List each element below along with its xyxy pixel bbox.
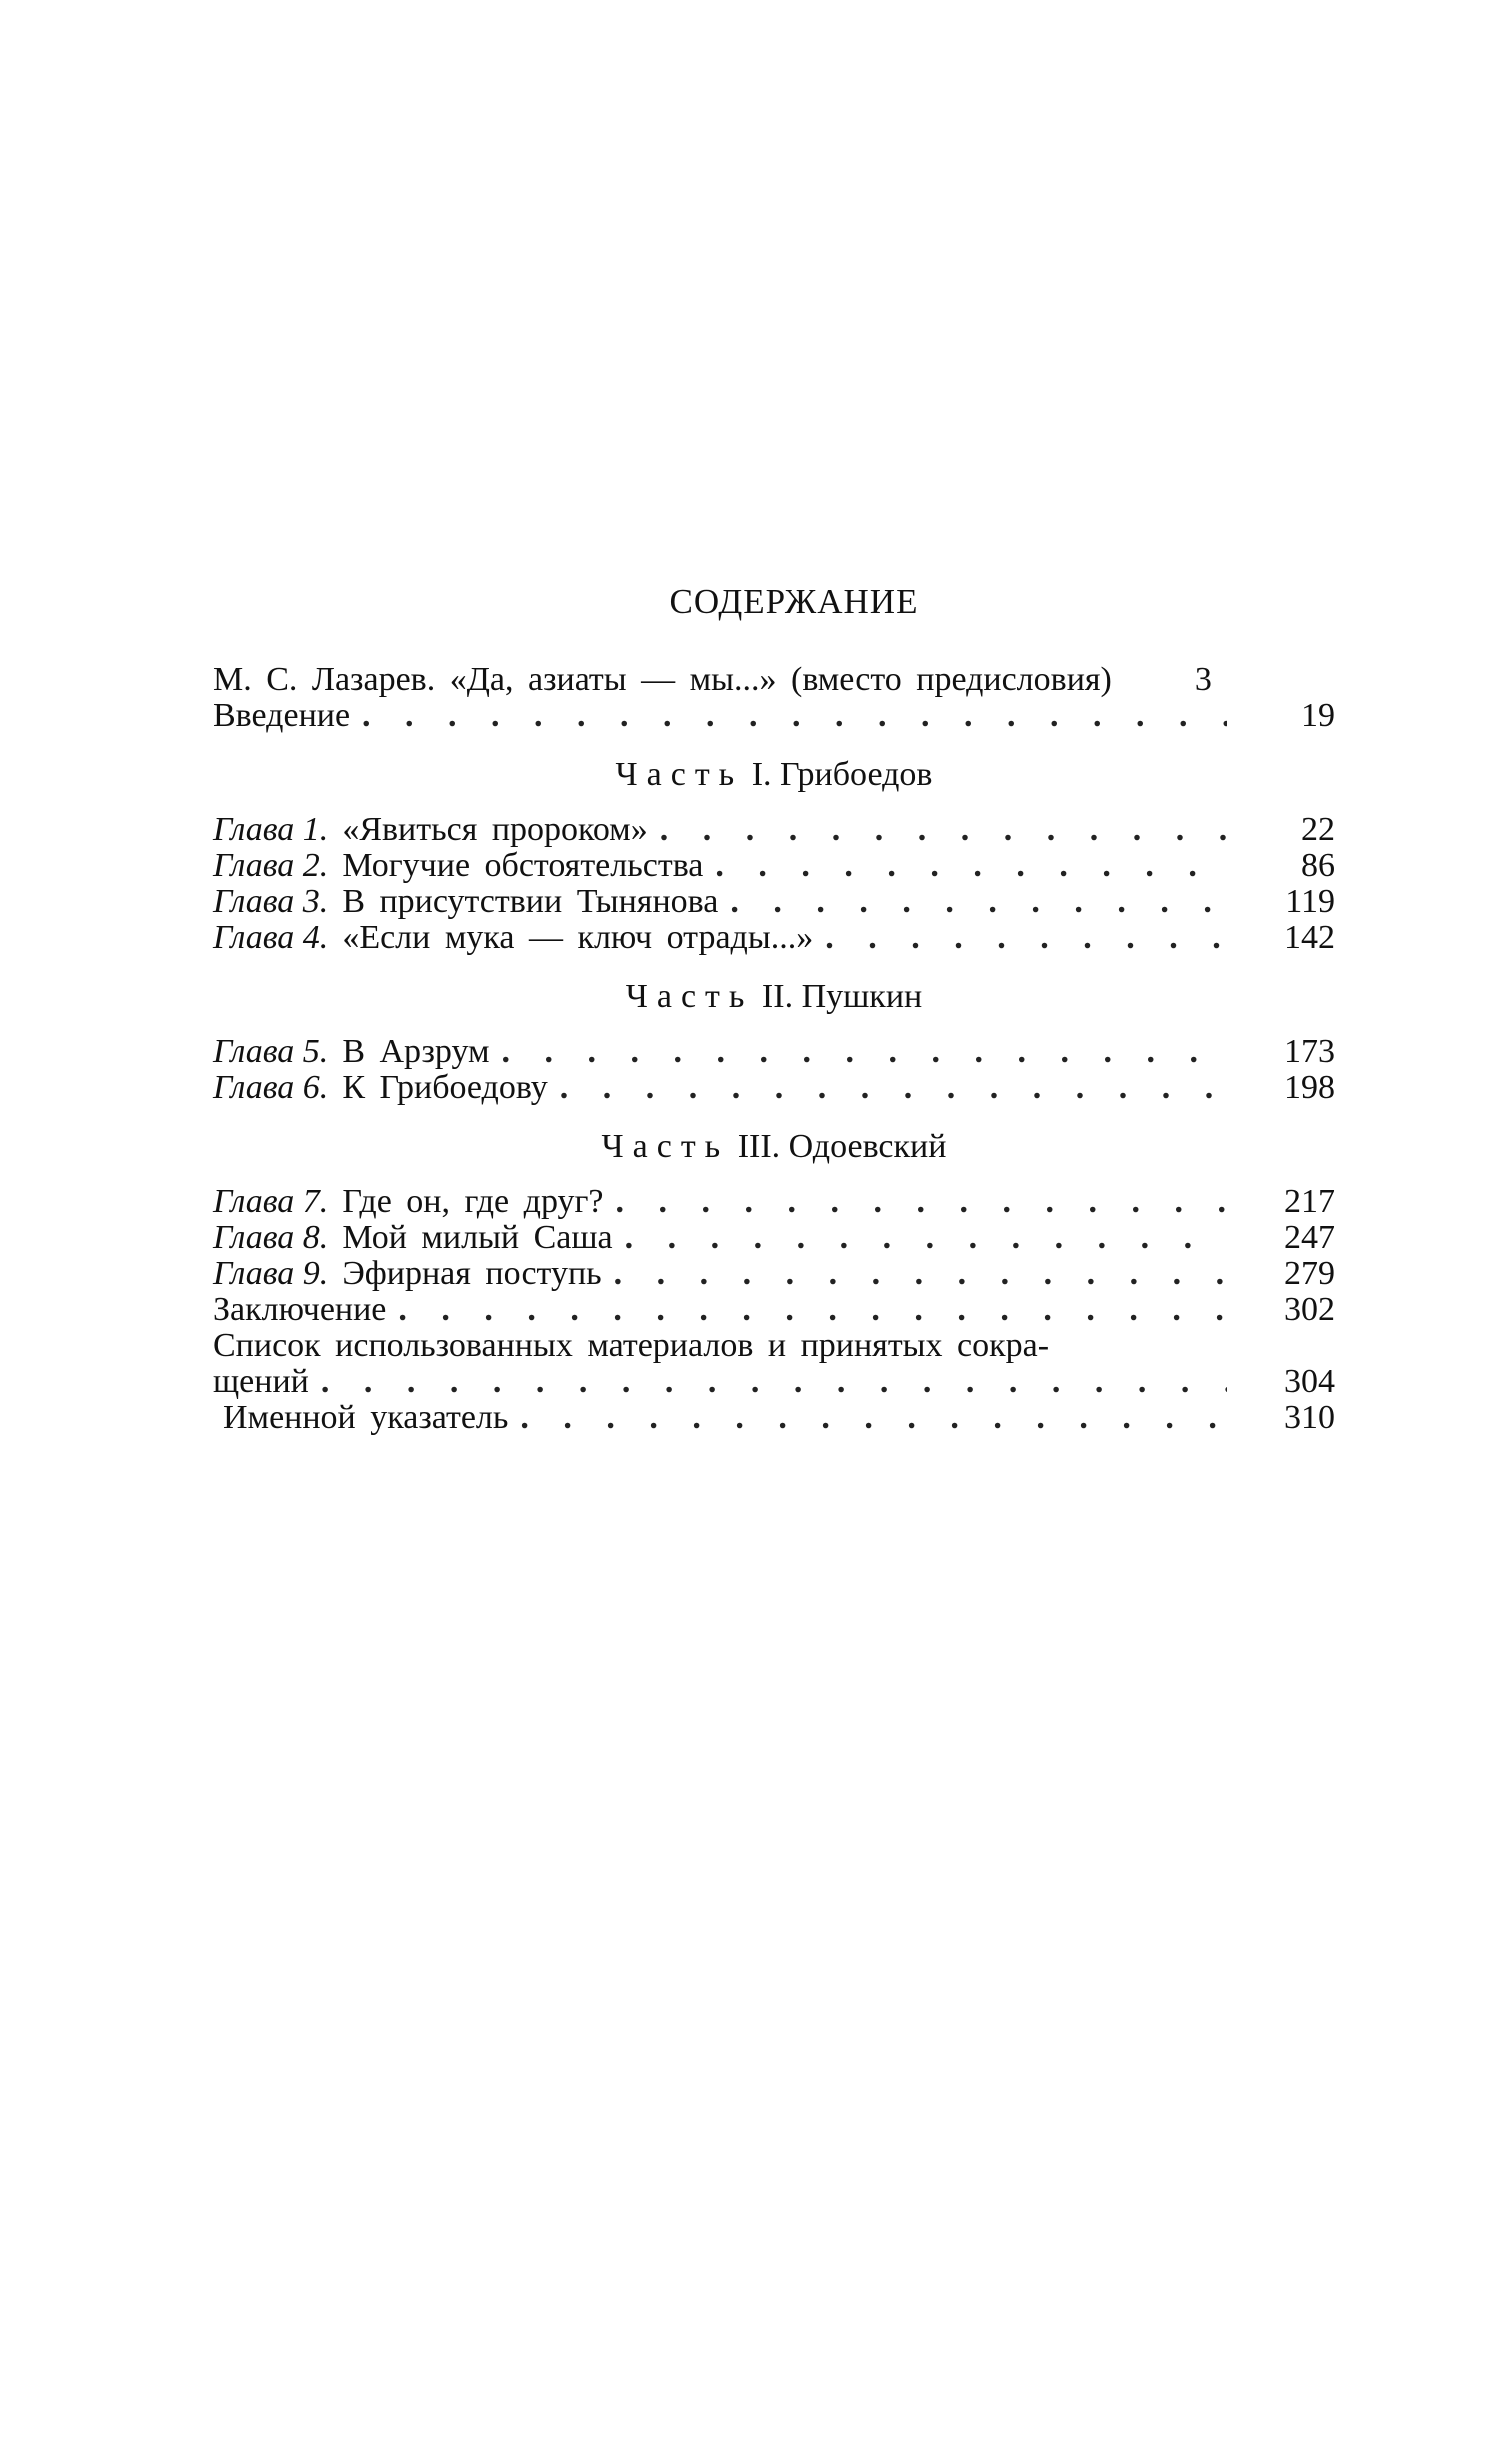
dot-leader — [398, 1292, 1227, 1328]
dot-leader — [321, 1364, 1227, 1400]
toc-entry-chapter-7[interactable] — [213, 1184, 1335, 1220]
entry-page: 22 — [1301, 811, 1335, 848]
entry-title: Где он, где друг? — [342, 1183, 604, 1220]
chapter-label: Глава 4. — [213, 919, 329, 956]
chapter-label: Глава 7. — [213, 1183, 329, 1220]
dot-leader — [625, 1220, 1227, 1256]
chapter-label: Глава 9. — [213, 1255, 329, 1292]
toc-entry-introduction[interactable] — [213, 698, 1335, 734]
toc-entry-sources-line2[interactable] — [213, 1364, 1335, 1400]
toc-entry-chapter-1[interactable] — [213, 812, 1335, 848]
table-of-contents — [213, 582, 1335, 1436]
entry-title: Заключение — [213, 1291, 387, 1328]
dot-leader — [520, 1400, 1227, 1436]
entry-page: 279 — [1284, 1255, 1335, 1292]
part-heading-1 — [213, 756, 1335, 794]
chapter-label: Глава 5. — [213, 1033, 329, 1070]
entry-page: 86 — [1301, 847, 1335, 884]
entry-page: 302 — [1284, 1291, 1335, 1328]
dot-leader — [560, 1070, 1227, 1106]
part-prefix: Часть — [615, 756, 744, 793]
toc-entry-chapter-5[interactable] — [213, 1034, 1335, 1070]
entry-page: 310 — [1284, 1399, 1335, 1436]
entry-title: «Явиться пророком» — [342, 811, 648, 848]
part-title: III. Одоевский — [737, 1128, 947, 1165]
entry-title-line1: Список использованных материалов и принятых сокра- — [213, 1327, 1050, 1364]
toc-title: СОДЕРЖАНИЕ — [669, 582, 919, 621]
entry-page: 173 — [1284, 1033, 1335, 1070]
part-title: II. Пушкин — [761, 978, 923, 1015]
entry-page: 3 — [1194, 661, 1212, 698]
toc-entry-chapter-3[interactable] — [213, 884, 1335, 920]
entry-title-line2: щений — [213, 1363, 309, 1400]
toc-entry-chapter-6[interactable] — [213, 1070, 1335, 1106]
entry-title: М. С. Лазарев. «Да, азиаты — мы...» (вместо предисловия) — [213, 661, 1112, 698]
chapter-label: Глава 8. — [213, 1219, 329, 1256]
toc-entry-chapter-9[interactable] — [213, 1256, 1335, 1292]
entry-page: 304 — [1284, 1363, 1335, 1400]
toc-entry-conclusion[interactable] — [213, 1292, 1335, 1328]
toc-entry-chapter-8[interactable] — [213, 1220, 1335, 1256]
part-prefix: Часть — [625, 978, 754, 1015]
part-prefix: Часть — [601, 1128, 730, 1165]
toc-entry-sources-line1[interactable] — [213, 1328, 1335, 1364]
entry-page: 142 — [1284, 919, 1335, 956]
entry-page: 198 — [1284, 1069, 1335, 1106]
entry-title: «Если мука — ключ отрады...» — [342, 919, 814, 956]
dot-leader — [660, 812, 1227, 848]
toc-entry-chapter-4[interactable] — [213, 920, 1335, 956]
chapter-label: Глава 2. — [213, 847, 329, 884]
entry-title: Мой милый Саша — [342, 1219, 613, 1256]
dot-leader — [715, 848, 1227, 884]
dot-leader — [362, 698, 1227, 734]
dot-leader — [825, 920, 1227, 956]
dot-leader — [502, 1034, 1227, 1070]
part-title: I. Грибоедов — [751, 756, 933, 793]
toc-entry-preface[interactable] — [213, 662, 1335, 698]
toc-entry-name-index[interactable] — [213, 1400, 1335, 1436]
chapter-label: Глава 6. — [213, 1069, 329, 1106]
part-heading-2 — [213, 978, 1335, 1016]
entry-page: 217 — [1284, 1183, 1335, 1220]
toc-entry-chapter-2[interactable] — [213, 848, 1335, 884]
chapter-label: Глава 3. — [213, 883, 329, 920]
entry-title: Именной указатель — [223, 1399, 509, 1436]
part-heading-3 — [213, 1128, 1335, 1166]
entry-page: 19 — [1301, 697, 1335, 734]
dot-leader — [730, 884, 1227, 920]
entry-title: В присутствии Тынянова — [342, 883, 719, 920]
chapter-label: Глава 1. — [213, 811, 329, 848]
entry-title: К Грибоедову — [342, 1069, 548, 1106]
entry-page: 247 — [1284, 1219, 1335, 1256]
dot-leader — [616, 1184, 1227, 1220]
dot-leader — [614, 1256, 1227, 1292]
entry-title: Эфирная поступь — [342, 1255, 602, 1292]
entry-page: 119 — [1285, 883, 1335, 920]
entry-title: Могучие обстоятельства — [342, 847, 704, 884]
entry-title: В Арзрум — [342, 1033, 490, 1070]
entry-title: Введение — [213, 697, 351, 734]
